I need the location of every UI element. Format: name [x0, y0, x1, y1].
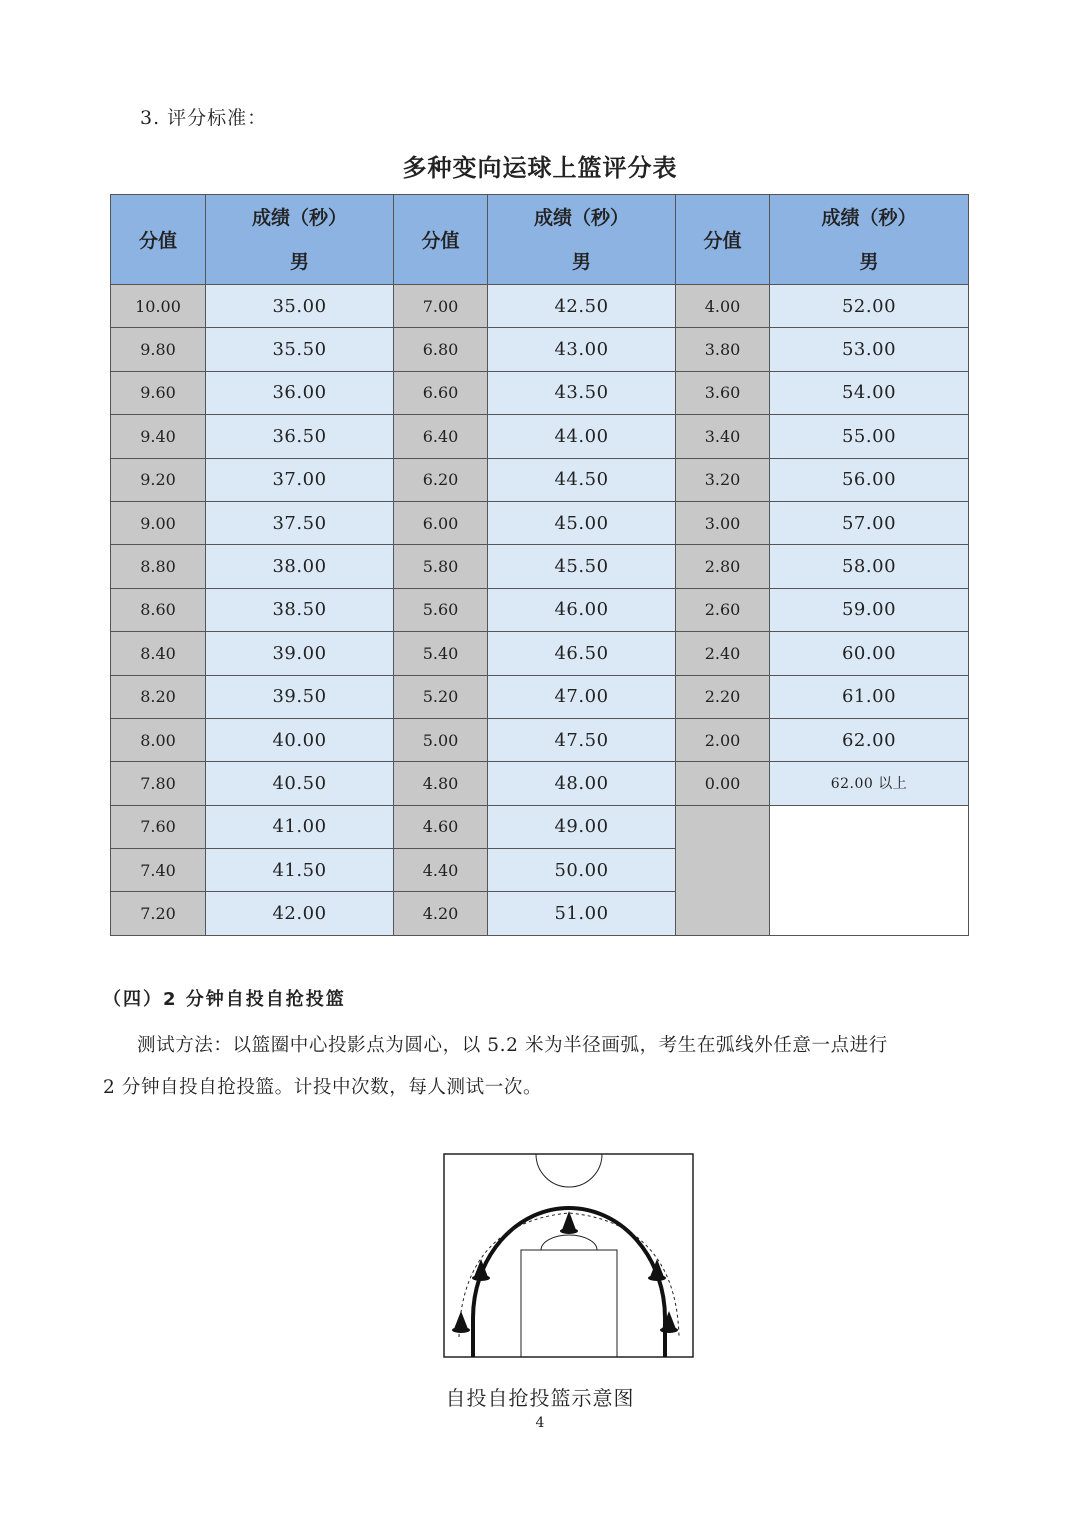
score-cell: 6.60: [394, 371, 488, 414]
score-cell: 3.80: [676, 328, 770, 371]
time-cell: 47.50: [488, 718, 676, 761]
time-cell: 43.50: [488, 371, 676, 414]
time-cell: 41.00: [206, 805, 394, 848]
time-cell: 45.50: [488, 545, 676, 588]
time-cell: 62.00: [770, 718, 969, 761]
time-cell: 51.00: [488, 892, 676, 935]
score-cell: 2.40: [676, 632, 770, 675]
header-time-label: 成绩（秒）: [821, 206, 917, 229]
paragraph-line-2: 2 分钟自投自抢投篮。计投中次数，每人测试一次。: [103, 1077, 543, 1098]
time-cell: 36.50: [206, 415, 394, 458]
score-cell: 5.80: [394, 545, 488, 588]
score-cell: 7.20: [111, 892, 206, 935]
score-cell: 7.80: [111, 762, 206, 805]
time-cell: 61.00: [770, 675, 969, 718]
table-row: [111, 328, 969, 371]
table-header-row: [111, 195, 969, 285]
empty-time-cell: [770, 805, 969, 935]
score-cell: 9.20: [111, 458, 206, 501]
time-cell: 37.00: [206, 458, 394, 501]
table-row: [111, 718, 969, 761]
header-time: [206, 195, 394, 285]
score-cell: 6.20: [394, 458, 488, 501]
header-time: [488, 195, 676, 285]
score-cell: 5.00: [394, 718, 488, 761]
score-cell: 7.60: [111, 805, 206, 848]
time-cell: 39.50: [206, 675, 394, 718]
score-cell: 2.60: [676, 588, 770, 631]
score-cell: 2.20: [676, 675, 770, 718]
header-score: 分值: [111, 195, 206, 285]
score-cell: 4.80: [394, 762, 488, 805]
table-row: [111, 675, 969, 718]
time-cell: 40.00: [206, 718, 394, 761]
score-cell: 8.60: [111, 588, 206, 631]
table-row: [111, 762, 969, 805]
scoring-table: [110, 194, 969, 936]
time-cell: 38.00: [206, 545, 394, 588]
time-cell: 38.50: [206, 588, 394, 631]
time-cell: 44.00: [488, 415, 676, 458]
time-cell: 44.50: [488, 458, 676, 501]
score-cell: 6.40: [394, 415, 488, 458]
time-cell: 42.50: [488, 285, 676, 328]
time-cell: 54.00: [770, 371, 969, 414]
score-cell: 0.00: [676, 762, 770, 805]
score-cell: 4.20: [394, 892, 488, 935]
table-row: [111, 805, 969, 848]
header-gender-label: 男: [289, 250, 309, 273]
score-cell: 7.00: [394, 285, 488, 328]
time-cell: 39.00: [206, 632, 394, 675]
empty-score-cell: [676, 805, 770, 935]
table-row: [111, 415, 969, 458]
time-cell: 41.50: [206, 849, 394, 892]
time-cell: 62.00 以上: [770, 762, 969, 805]
header-time: [770, 195, 969, 285]
header-score: 分值: [676, 195, 770, 285]
table-row: [111, 545, 969, 588]
table-row: [111, 588, 969, 631]
score-cell: 9.00: [111, 501, 206, 544]
table-row: [111, 371, 969, 414]
time-cell: 43.00: [488, 328, 676, 371]
score-cell: 4.00: [676, 285, 770, 328]
paragraph-line: [103, 1025, 983, 1067]
diagram-caption: 自投自抢投篮示意图: [445, 1386, 635, 1410]
court-border: [444, 1154, 693, 1357]
score-cell: 3.60: [676, 371, 770, 414]
section-label: 3. 评分标准：: [140, 107, 268, 129]
time-cell: 47.00: [488, 675, 676, 718]
court-diagram: [443, 1153, 695, 1359]
table-row: [111, 285, 969, 328]
score-cell: 6.00: [394, 501, 488, 544]
score-cell: 3.00: [676, 501, 770, 544]
score-cell: 4.40: [394, 849, 488, 892]
header-score: 分值: [394, 195, 488, 285]
score-cell: 6.80: [394, 328, 488, 371]
score-cell: 9.60: [111, 371, 206, 414]
table-row: [111, 458, 969, 501]
score-cell: 9.40: [111, 415, 206, 458]
time-cell: 35.00: [206, 285, 394, 328]
score-cell: 2.80: [676, 545, 770, 588]
score-cell: 8.20: [111, 675, 206, 718]
score-cell: 5.40: [394, 632, 488, 675]
score-cell: 7.40: [111, 849, 206, 892]
paragraph-line-1: 测试方法：以篮圈中心投影点为圆心，以 5.2 米为半径画弧，考生在弧线外任意一点进行: [137, 1035, 888, 1056]
table-title: 多种变向运球上篮评分表: [402, 154, 678, 182]
time-cell: 60.00: [770, 632, 969, 675]
time-cell: 45.00: [488, 501, 676, 544]
score-cell: 5.20: [394, 675, 488, 718]
time-cell: 42.00: [206, 892, 394, 935]
test-method-paragraph: [103, 1025, 983, 1109]
time-cell: 36.00: [206, 371, 394, 414]
time-cell: 53.00: [770, 328, 969, 371]
page-number: 4: [535, 1415, 545, 1431]
score-cell: 8.00: [111, 718, 206, 761]
score-cell: 2.00: [676, 718, 770, 761]
time-cell: 57.00: [770, 501, 969, 544]
subsection-heading: （四）2 分钟自投自抢投篮: [103, 989, 346, 1010]
time-cell: 55.00: [770, 415, 969, 458]
time-cell: 50.00: [488, 849, 676, 892]
score-cell: 8.40: [111, 632, 206, 675]
score-cell: 4.60: [394, 805, 488, 848]
time-cell: 58.00: [770, 545, 969, 588]
header-time-label: 成绩（秒）: [533, 206, 629, 229]
table-row: [111, 501, 969, 544]
score-cell: 9.80: [111, 328, 206, 371]
time-cell: 40.50: [206, 762, 394, 805]
time-cell: 56.00: [770, 458, 969, 501]
time-cell: 46.50: [488, 632, 676, 675]
time-cell: 49.00: [488, 805, 676, 848]
score-cell: 3.20: [676, 458, 770, 501]
score-cell: 3.40: [676, 415, 770, 458]
header-gender-label: 男: [571, 250, 591, 273]
score-cell: 5.60: [394, 588, 488, 631]
time-cell: 46.00: [488, 588, 676, 631]
table-row: [111, 632, 969, 675]
time-cell: 52.00: [770, 285, 969, 328]
time-cell: 59.00: [770, 588, 969, 631]
time-cell: 48.00: [488, 762, 676, 805]
score-cell: 10.00: [111, 285, 206, 328]
score-cell: 8.80: [111, 545, 206, 588]
time-cell: 37.50: [206, 501, 394, 544]
header-time-label: 成绩（秒）: [251, 206, 347, 229]
paragraph-line: [103, 1067, 983, 1109]
header-gender-label: 男: [859, 250, 879, 273]
time-cell: 35.50: [206, 328, 394, 371]
